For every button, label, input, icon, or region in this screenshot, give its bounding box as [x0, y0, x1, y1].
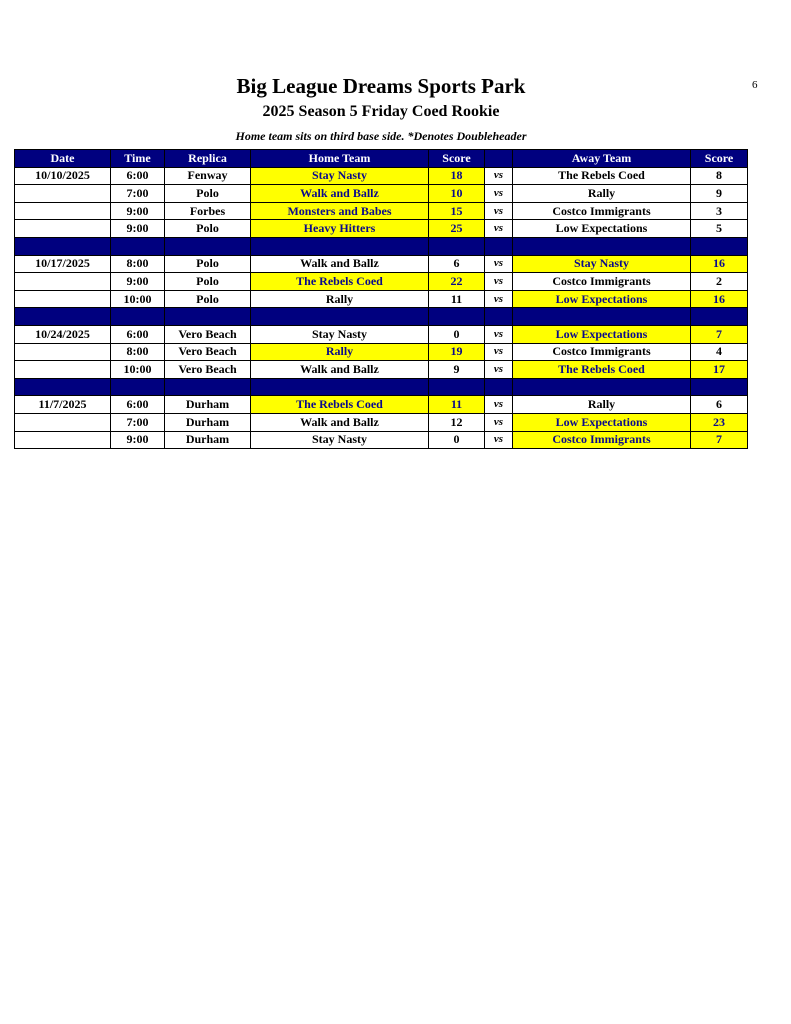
- schedule-table: [14, 149, 748, 449]
- home-score-cell: 0: [429, 325, 485, 343]
- time-cell: 10:00: [111, 361, 165, 379]
- away-team-cell: Costco Immigrants: [513, 202, 691, 220]
- home-score-cell: 6: [429, 255, 485, 273]
- replica-cell: Durham: [165, 431, 251, 449]
- vs-cell: vs: [485, 325, 513, 343]
- col-home-team-header: Home Team: [251, 150, 429, 168]
- date-cell: [15, 343, 111, 361]
- separator-cell: [111, 237, 165, 255]
- game-row: [15, 396, 748, 414]
- separator-cell: [251, 237, 429, 255]
- game-row: [15, 431, 748, 449]
- away-score-cell: 8: [691, 167, 748, 185]
- separator-cell: [111, 378, 165, 396]
- away-team-cell: Costco Immigrants: [513, 273, 691, 291]
- separator-cell: [15, 237, 111, 255]
- home-team-cell: Walk and Ballz: [251, 255, 429, 273]
- col-replica-header: Replica: [165, 150, 251, 168]
- time-cell: 9:00: [111, 220, 165, 238]
- game-row: [15, 343, 748, 361]
- replica-cell: Durham: [165, 396, 251, 414]
- separator-cell: [485, 378, 513, 396]
- separator-cell: [429, 308, 485, 326]
- time-cell: 9:00: [111, 273, 165, 291]
- date-cell: 10/10/2025: [15, 167, 111, 185]
- replica-cell: Vero Beach: [165, 361, 251, 379]
- away-team-cell: Low Expectations: [513, 220, 691, 238]
- time-cell: 9:00: [111, 431, 165, 449]
- home-score-cell: 0: [429, 431, 485, 449]
- replica-cell: Polo: [165, 220, 251, 238]
- separator-cell: [165, 237, 251, 255]
- home-score-cell: 18: [429, 167, 485, 185]
- home-team-cell: The Rebels Coed: [251, 396, 429, 414]
- home-team-cell: Stay Nasty: [251, 167, 429, 185]
- vs-cell: vs: [485, 185, 513, 203]
- home-team-cell: Rally: [251, 290, 429, 308]
- week-separator-row: [15, 308, 748, 326]
- separator-cell: [485, 308, 513, 326]
- home-team-cell: Monsters and Babes: [251, 202, 429, 220]
- week-separator-row: [15, 378, 748, 396]
- separator-cell: [513, 378, 691, 396]
- separator-cell: [15, 378, 111, 396]
- home-score-cell: 11: [429, 290, 485, 308]
- replica-cell: Vero Beach: [165, 343, 251, 361]
- home-team-cell: Rally: [251, 343, 429, 361]
- date-cell: [15, 202, 111, 220]
- vs-cell: vs: [485, 396, 513, 414]
- time-cell: 10:00: [111, 290, 165, 308]
- away-team-cell: The Rebels Coed: [513, 167, 691, 185]
- home-score-cell: 25: [429, 220, 485, 238]
- col-home-score-header: Score: [429, 150, 485, 168]
- away-team-cell: Low Expectations: [513, 325, 691, 343]
- away-score-cell: 23: [691, 413, 748, 431]
- away-score-cell: 2: [691, 273, 748, 291]
- separator-cell: [691, 237, 748, 255]
- page-title: Big League Dreams Sports Park: [236, 74, 526, 98]
- game-row: [15, 273, 748, 291]
- game-row: [15, 202, 748, 220]
- away-team-cell: Rally: [513, 396, 691, 414]
- away-score-cell: 6: [691, 396, 748, 414]
- replica-cell: Forbes: [165, 202, 251, 220]
- separator-cell: [15, 308, 111, 326]
- date-cell: [15, 273, 111, 291]
- away-score-cell: 5: [691, 220, 748, 238]
- page-number: 6: [752, 79, 758, 91]
- col-vs-header: [485, 150, 513, 168]
- col-time-header: Time: [111, 150, 165, 168]
- vs-cell: vs: [485, 255, 513, 273]
- home-team-cell: Walk and Ballz: [251, 413, 429, 431]
- home-score-cell: 19: [429, 343, 485, 361]
- home-team-cell: Walk and Ballz: [251, 361, 429, 379]
- game-row: [15, 255, 748, 273]
- vs-cell: vs: [485, 220, 513, 238]
- separator-cell: [251, 308, 429, 326]
- vs-cell: vs: [485, 167, 513, 185]
- separator-cell: [691, 308, 748, 326]
- date-cell: 11/7/2025: [15, 396, 111, 414]
- away-score-cell: 16: [691, 290, 748, 308]
- game-row: [15, 220, 748, 238]
- col-away-score-header: Score: [691, 150, 748, 168]
- away-team-cell: Low Expectations: [513, 413, 691, 431]
- replica-cell: Polo: [165, 255, 251, 273]
- away-score-cell: 3: [691, 202, 748, 220]
- date-cell: [15, 290, 111, 308]
- vs-cell: vs: [485, 343, 513, 361]
- vs-cell: vs: [485, 361, 513, 379]
- time-cell: 7:00: [111, 413, 165, 431]
- time-cell: 6:00: [111, 325, 165, 343]
- separator-cell: [165, 308, 251, 326]
- replica-cell: Polo: [165, 273, 251, 291]
- separator-cell: [165, 378, 251, 396]
- home-team-cell: Stay Nasty: [251, 325, 429, 343]
- separator-cell: [429, 237, 485, 255]
- vs-cell: vs: [485, 413, 513, 431]
- home-score-cell: 10: [429, 185, 485, 203]
- time-cell: 9:00: [111, 202, 165, 220]
- separator-cell: [111, 308, 165, 326]
- date-cell: 10/17/2025: [15, 255, 111, 273]
- home-score-cell: 11: [429, 396, 485, 414]
- time-cell: 8:00: [111, 255, 165, 273]
- schedule-body: [15, 167, 748, 449]
- away-score-cell: 7: [691, 431, 748, 449]
- vs-cell: vs: [485, 273, 513, 291]
- vs-cell: vs: [485, 290, 513, 308]
- home-score-cell: 9: [429, 361, 485, 379]
- date-cell: [15, 431, 111, 449]
- date-cell: [15, 220, 111, 238]
- away-team-cell: Rally: [513, 185, 691, 203]
- game-row: [15, 167, 748, 185]
- game-row: [15, 185, 748, 203]
- vs-cell: vs: [485, 431, 513, 449]
- home-team-cell: Stay Nasty: [251, 431, 429, 449]
- separator-cell: [485, 237, 513, 255]
- game-row: [15, 413, 748, 431]
- replica-cell: Polo: [165, 290, 251, 308]
- time-cell: 6:00: [111, 167, 165, 185]
- separator-cell: [251, 378, 429, 396]
- page-subtitle: 2025 Season 5 Friday Coed Rookie: [262, 103, 500, 120]
- away-team-cell: The Rebels Coed: [513, 361, 691, 379]
- time-cell: 8:00: [111, 343, 165, 361]
- home-team-cell: Heavy Hitters: [251, 220, 429, 238]
- game-row: [15, 361, 748, 379]
- date-cell: [15, 413, 111, 431]
- game-row: [15, 290, 748, 308]
- schedule-note: Home team sits on third base side. *Denotes Doubleheader: [235, 129, 527, 143]
- away-team-cell: Costco Immigrants: [513, 431, 691, 449]
- date-cell: 10/24/2025: [15, 325, 111, 343]
- away-score-cell: 9: [691, 185, 748, 203]
- home-team-cell: Walk and Ballz: [251, 185, 429, 203]
- away-score-cell: 16: [691, 255, 748, 273]
- separator-cell: [691, 378, 748, 396]
- date-cell: [15, 185, 111, 203]
- date-cell: [15, 361, 111, 379]
- away-team-cell: Stay Nasty: [513, 255, 691, 273]
- away-score-cell: 7: [691, 325, 748, 343]
- separator-cell: [513, 237, 691, 255]
- vs-cell: vs: [485, 202, 513, 220]
- home-score-cell: 12: [429, 413, 485, 431]
- week-separator-row: [15, 237, 748, 255]
- replica-cell: Vero Beach: [165, 325, 251, 343]
- separator-cell: [513, 308, 691, 326]
- away-team-cell: Low Expectations: [513, 290, 691, 308]
- separator-cell: [429, 378, 485, 396]
- time-cell: 6:00: [111, 396, 165, 414]
- away-score-cell: 4: [691, 343, 748, 361]
- away-team-cell: Costco Immigrants: [513, 343, 691, 361]
- game-row: [15, 325, 748, 343]
- time-cell: 7:00: [111, 185, 165, 203]
- replica-cell: Polo: [165, 185, 251, 203]
- replica-cell: Durham: [165, 413, 251, 431]
- home-score-cell: 15: [429, 202, 485, 220]
- replica-cell: Fenway: [165, 167, 251, 185]
- header-row: [15, 150, 748, 168]
- home-score-cell: 22: [429, 273, 485, 291]
- col-away-team-header: Away Team: [513, 150, 691, 168]
- col-date-header: Date: [15, 150, 111, 168]
- home-team-cell: The Rebels Coed: [251, 273, 429, 291]
- away-score-cell: 17: [691, 361, 748, 379]
